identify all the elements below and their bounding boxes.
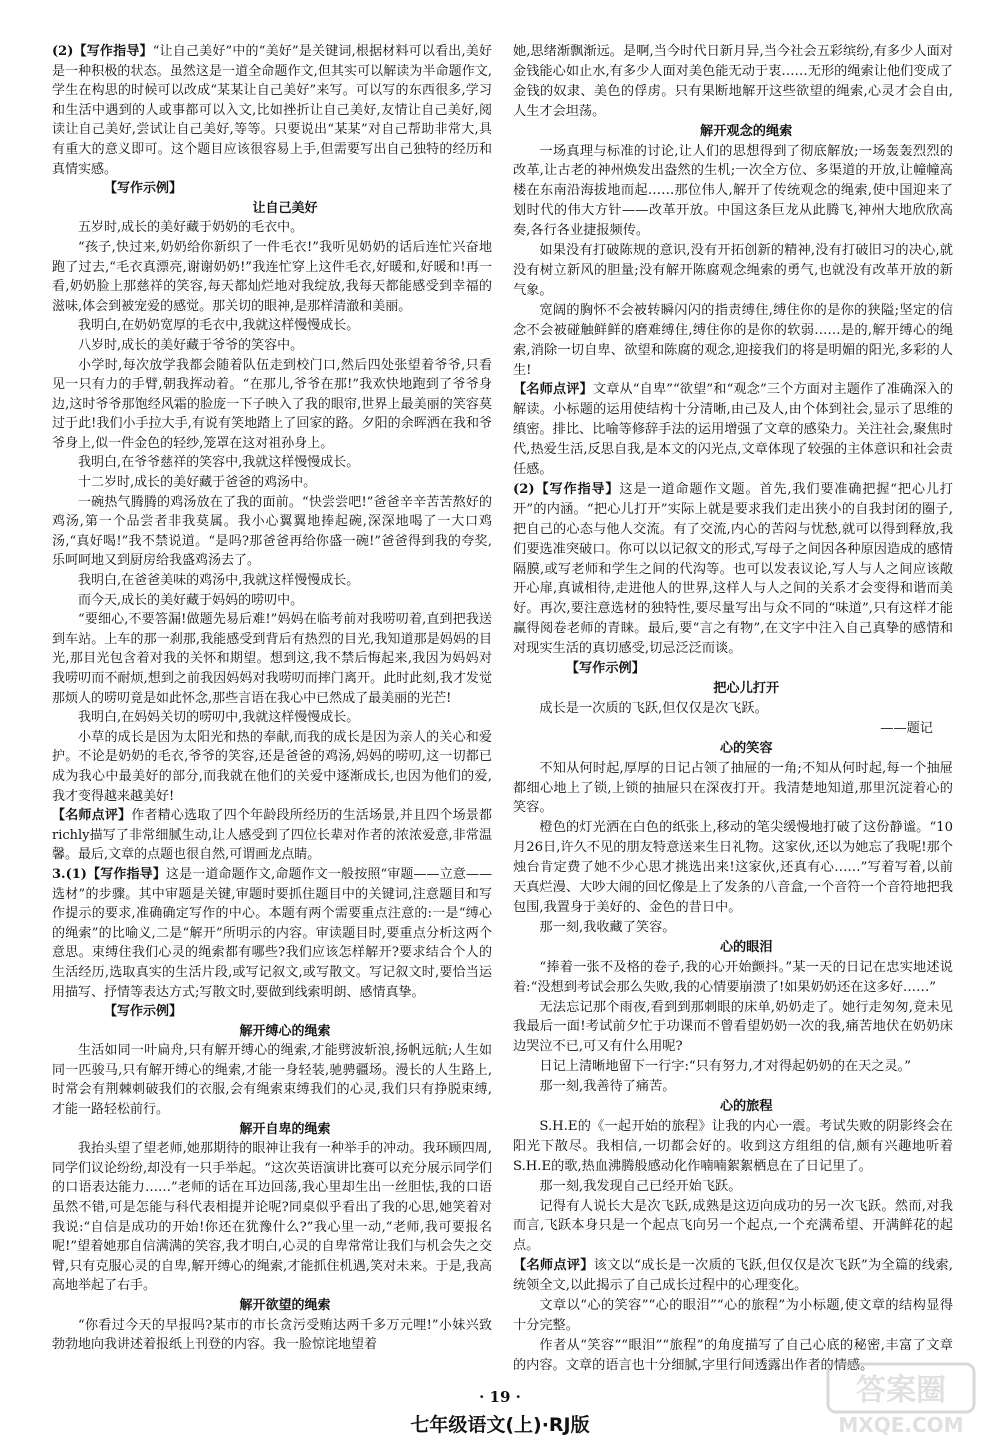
essay-3-title: 把心儿打开 (713, 681, 780, 696)
comment-3-paragraph (513, 1256, 953, 1296)
essay-3-para: “捧着一张不及格的卷子,我的心开始颤抖。”某一天的日记在忠实地述说着:“没想到考试会那么失败,我的心情要崩溃了!如果奶奶还在这多好……” (513, 959, 953, 995)
guide-3-label: 【写作指导】 (86, 866, 166, 882)
essay-1-para: 小草的成长是因为太阳光和热的奉献,而我的成长是因为亲人的关心和爱护。不论是奶奶的毛衣,爷爷的笑容,还是爸爸的鸡汤,妈妈的唠叨,这一切都已成为我心中最美好的部分,而我就在他们的关爱中逐渐成长,也因为他们的爱,我才变得越来越美好! (52, 729, 492, 804)
essay-2-subtitle: 解开欲望的绳索 (239, 1298, 331, 1313)
page-number: · 19 · (479, 1388, 521, 1406)
question-3-2-number: (2) (513, 481, 535, 497)
essay-1-para: 一碗热气腾腾的鸡汤放在了我的面前。“快尝尝吧!”爸爸辛辛苦苦熬好的鸡汤,第一个品尝者非我莫属。我小心翼翼地捧起碗,深深地喝了一大口鸡汤,“真好喝!”我不禁说道。“是吗?那爸爸再给你盛一碗!”爸爸得到我的夸奖,乐呵呵地又到厨房给我盛鸡汤去了。 (52, 494, 492, 569)
essay-1-para: 小学时,每次放学我都会随着队伍走到校门口,然后四处张望着爷爷,只看见一只有力的手臂,朝我挥动着。“在那儿,爷爷在那!”我欢快地跑到了爷爷身边,这时爷爷那饱经风霜的脸庞一下子映入了我的眼帘,世界上最美丽的笑容莫过于此!我们小手拉大手,有说有笑地踏上了回家的路。夕阳的余晖洒在我和爷爷身上,似一件金色的轻纱,笼罩在这对祖孙身上。 (52, 357, 492, 451)
essay-3-para: 记得有人说长大是次飞跃,成熟是这迈向成功的另一次飞跃。然而,对我而言,飞跃本身只是一个起点飞向另一个起点,一个充满希望、开满鲜花的起点。 (513, 1198, 953, 1254)
essay-3-para: 那一刻,我善待了痛苦。 (539, 1079, 676, 1095)
essay-1-para: 而今天,成长的美好藏于妈妈的唠叨中。 (78, 592, 304, 608)
left-column (52, 42, 492, 1355)
essay-1-para: 我明白,在奶奶宽厚的毛衣中,我就这样慢慢成长。 (78, 318, 360, 334)
essay-3-subtitle: 心的眼泪 (719, 939, 773, 955)
essay-3-para: 那一刻,我发现自己已经开始飞跃。 (539, 1178, 742, 1194)
question-3-number: 3.(1) (52, 866, 87, 882)
comment-1-paragraph (52, 806, 492, 865)
essay-3-subtitle: 心的旅程 (719, 1099, 773, 1115)
comment-1-text: 作者精心选取了四个年龄段所经历的生活场景,并且四个场景都richly描写了非常细腻生动,让人感受到了四位长辈对作者的浓浓爱意,非常温馨。最后,文章的点题也很自然,可谓画龙点睛。 (52, 808, 492, 863)
essay-1-para: 五岁时,成长的美好藏于奶奶的毛衣中。 (78, 220, 304, 236)
comment-2-label: 【名师点评】 (513, 382, 593, 398)
essay-3-subtitle: 心的笑容 (719, 740, 773, 756)
essay-3-epigraph: 成长是一次质的飞跃,但仅仅是次飞跃。 (539, 700, 768, 716)
comment-3-label: 【名师点评】 (513, 1258, 594, 1274)
essay-3-para: 橙色的灯光洒在白色的纸张上,移动的笔尖缓慢地打破了这份静谧。“10月26日,许久不见的朋友特意送来生日礼物。这家伙,还以为她忘了我呢!那个烛台肯定费了她不少心思才挑选出来!这家伙,还真有心……”写着写着,以前天真烂漫、大吵大闹的回忆像是上了发条的八音盒,一个音符一个音符地把我包围,我置身于美好的、金色的昔日中。 (513, 820, 953, 915)
guide-3-text: 这是一道命题作文,命题作文一般按照“审题——立意——选材”的步骤。其中审题是关键,审题时要抓住题目中的关键词,注意题目和写作提示的要求,准确确定写作的中心。本题有两个需要重点注意的:一是“缚心的绳索”的比喻义,二是“解开”所明示的内容。审读题目时,要重点分析这两个意思。束缚住我们心灵的绳索都有哪些?我们应该怎样解开?要求结合个人的生活经历,选取真实的生活片段,或写记叙文,或写散文。写记叙文时,要恰当运用描写、抒情等表达方式;写散文时,要做到线索明朗、感情真挚。 (52, 866, 492, 1000)
example-3-label: 【写作示例】 (565, 661, 645, 677)
question-3-2-guide (513, 480, 953, 659)
essay-2-title: 解开缚心的绳索 (239, 1023, 331, 1039)
essay-3-epigraph-signature: ——题记 (880, 720, 933, 736)
guide-4-text: 这是一道命题作文题。首先,我们要准确把握“把心儿打开”的内涵。“把心儿打开”实际上就是要求我们走出狭小的自我封闭的圈子,把自己的心态与他人交流。有了交流,内心的苦闷与忧愁,就可以得到释放,我们要选准突破口。你可以以记叙文的形式,写母子之间因各种原因造成的感情隔膜,或写老师和学生之间的代沟等。也可以发表议论,写人与人之间应该敞开心扉,真诚相待,走进他人的世界,这样人与人之间的关系才会变得和谐而美好。再次,要注意选材的独特性,要尽量写出与众不同的“味道”,只有这样才能赢得阅卷老师的青睐。最后,要“言之有物”,在文字中注入自己真挚的感情和对现实生活的真切感受,切忌泛泛而谈。 (513, 481, 953, 657)
essay-1-para: 十二岁时,成长的美好藏于爸爸的鸡汤中。 (78, 475, 317, 491)
comment-1-label: 【名师点评】 (52, 808, 132, 824)
essay-1-title: 让自己美好 (252, 200, 318, 216)
comment-2-paragraph (513, 380, 953, 480)
essay-3-para: S.H.E的《一起开始的旅程》让我的内心一震。考试失败的阴影终会在阳光下散尽。我相信,一切都会好的。收到这方组组的信,颇有兴趣地听着S.H.E的歌,热血沸腾般感动化作喃喃絮絮栖息在了日记里了。 (513, 1118, 953, 1174)
watermark-logo-icon (826, 1360, 976, 1438)
guide-2-text: “让自己美好”中的“美好”是关键词,根据材料可以看出,美好是一种积极的状态。虽然这是一道全命题作文,但其实可以解读为半命题作文,学生在构思的时候可以改成“某某让自己美好”来写。可以写的东西很多,学习和生活中遇到的人或事都可以入文,比如挫折让自己美好,友情让自己美好,阅读让自己美好,尝试让自己美好,等等。只要说出“某某”对自己帮助非常大,具有重大的意义即可。这个题目应该很容易上手,但需要写出自己独特的经历和真情实感。 (52, 44, 492, 177)
essay-3-para: 那一刻,我收藏了笑容。 (539, 919, 676, 935)
essay-1-body (52, 218, 492, 806)
essay-3-para: 日记上清晰地留下一行字:“只有努力,才对得起奶奶的在天之灵。” (539, 1059, 911, 1075)
essay-2-para: 一场真理与标准的讨论,让人们的思想得到了彻底解放;一场轰轰烈烈的改革,让古老的神州焕发出盎然的生机;一次全方位、多渠道的开放,让幢幢高楼在东南沿海拔地而起……那位伟人,解开了传统观念的绳索,使中国迎来了划时代的伟大方针——改革开放。中国这条巨龙从此腾飞,神州大地欣欣高奏,各行各业捷报频传。 (513, 143, 953, 239)
essay-2-para: 生活如同一叶扁舟,只有解开缚心的绳索,才能劈波斩浪,扬帆远航;人生如同一匹骏马,只有解开缚心的绳索,才能一身轻装,驰骋疆场。漫长的人生路上,时常会有荆棘刺破我们的衣服,会有绳索束缚我们的心灵,我们只有挣脱束缚,才能一路轻松前行。 (52, 1043, 492, 1118)
example-label: 【写作示例】 (104, 181, 183, 197)
svg-text:答案圈: 答案圈 (856, 1373, 946, 1408)
essay-1-para: “要细心,不要答漏!做题先易后难!”妈妈在临考前对我唠叨着,直到把我送到车站。上车的那一刹那,我能感受到背后有热烈的目光,我知道那是妈妈的目光,那目光包含着对我的关怀和期望。想到这,我不禁后悔起来,我因为妈妈对我唠叨而不耐烦,想到之前我因妈妈对我唠叨而摔门离开。此时此刻,我才发觉那烦人的唠叨竟是如此怀念,那些言语在我心中已然成了最美丽的光芒! (52, 612, 492, 706)
essay-1-para: 我明白,在爸爸美味的鸡汤中,我就这样慢慢成长。 (78, 573, 360, 589)
essay-3-para: 无法忘记那个雨夜,看到到那刺眼的床单,奶奶走了。她行走匆匆,竟未见我最后一面!考试前夕忙于功课而不曾看望奶奶一次的我,痛苦地伏在奶奶床边哭泣不已,可又有什么用呢? (513, 999, 953, 1055)
essay-2-para-continued: 她,思绪渐飘渐远。是啊,当今时代日新月异,当今社会五彩缤纷,有多少人面对金钱能心如止水,有多少人面对美色能无动于衷……无形的绳索让他们变成了金钱的奴隶、美色的俘虏。只有果断地解开这些欲望的绳索,心灵才会自由,人生才会坦荡。 (513, 44, 953, 119)
example-2-label: 【写作示例】 (104, 1004, 183, 1020)
comment-3-text: 该文以“成长是一次质的飞跃,但仅仅是次飞跃”为全篇的线索,统领全文,以此揭示了自己成长过程中的心理变化。 (513, 1258, 954, 1294)
essay-2-para: 宽阔的胸怀不会被转瞬闪闪的指责缚住,缚住你的是你的狭隘;坚定的信念不会被碰触鲜鲜的磨难缚住,缚住你的是你的软弱……是的,解开缚心的绳索,消除一切自卑、欲望和陈腐的观念,迎接我们的将是明媚的阳光,多彩的人生! (513, 302, 953, 378)
guide-4-label: 【写作指导】 (534, 481, 620, 497)
book-title: 七年级语文(上)·RJ版 (410, 1414, 590, 1436)
essay-1-para: 八岁时,成长的美好藏于爷爷的笑容中。 (78, 337, 304, 353)
essay-1-para: “孩子,快过来,奶奶给你新织了一件毛衣!”我听见奶奶的话后连忙兴奋地跑了过去,“毛衣真漂亮,谢谢奶奶!”我连忙穿上这件毛衣,好暖和,好暖和!再一看,奶奶脸上那慈祥的笑容,每天都灿烂地对我绽放,我每天都能感受到幸福的滋味,体会到被宠爱的感觉。那关切的眼神,是那样清澈和美丽。 (52, 239, 492, 314)
essay-2-subtitle: 解开观念的绳索 (700, 123, 793, 139)
essay-2-subtitle: 解开自卑的绳索 (239, 1121, 331, 1137)
essay-2-para: “你看过今天的早报吗?某市的市长贪污受贿达两千多万元哩!”小妹兴致勃勃地向我讲述着报纸上刊登的内容。我一脸惊诧地望着 (52, 1317, 492, 1353)
guide-2-label: (2)【写作指导】 (52, 44, 153, 59)
essay-2-para: 如果没有打破陈规的意识,没有开拓创新的精神,没有打破旧习的决心,就没有树立新风的胆量;没有解开陈腐观念绳索的勇气,也就没有改革开放的新气象。 (513, 243, 953, 298)
essay-1-para: 我明白,在妈妈关切的唠叨中,我就这样慢慢成长。 (78, 710, 360, 726)
essay-1-para: 我明白,在爷爷慈祥的笑容中,我就这样慢慢成长。 (78, 455, 360, 471)
essay-2-para: 我抬头望了望老师,她那期待的眼神让我有一种举手的冲动。我环顾四周,同学们议论纷纷,却没有一只手举起。“这次英语演讲比赛可以充分展示同学们的口语表达能力……”老师的话在耳边回荡,我心里却生出一丝胆怯,我的口语虽然不错,可是怎能与科代表相提并论呢?同桌似乎看出了我的心思,她笑着对我说:“自信是成功的开始!你还在犹豫什么?”我心里一动,“老师,我可要报名呢!”望着她那自信满满的笑容,我才明白,心灵的自卑常常让我们与机会失之交臂,只有克服心灵的自卑,解开缚心的绳索,才能抓住机遇,笑对未来。于是,我高高地举起了右手。 (52, 1141, 492, 1294)
right-column (513, 42, 953, 1376)
guide-2-paragraph (52, 42, 492, 179)
comment-2-text: 文章从“自卑”“欲望”和“观念”三个方面对主题作了准确深入的解读。小标题的运用使结构十分清晰,由己及人,由个体到社会,显示了思维的缜密。排比、比喻等修辞手法的运用增强了文章的感染力。关注社会,聚焦时代,热爱生活,反思自我,是本文的闪光点,文章体现了较强的主体意识和社会责任感。 (513, 382, 954, 478)
question-3-guide (52, 865, 492, 1002)
essay-3-para: 不知从何时起,厚厚的日记占领了抽屉的一角;不知从何时起,每一个抽屉都细心地上了锁,上锁的抽屉只在深夜打开。我清楚地知道,那里沉淀着心的笑容。 (513, 760, 953, 816)
comment-3-para: 文章以“心的笑容”“心的眼泪”“心的旅程”为小标题,使文章的结构显得十分完整。 (513, 1298, 953, 1333)
svg-text:MXQE.COM: MXQE.COM (838, 1413, 964, 1437)
comment-3-para: 作者从“笑容”“眼泪”“旅程”的角度描写了自己心底的秘密,丰富了文章的内容。文章的语言也十分细腻,字里行间透露出作者的情感。 (513, 1337, 953, 1373)
